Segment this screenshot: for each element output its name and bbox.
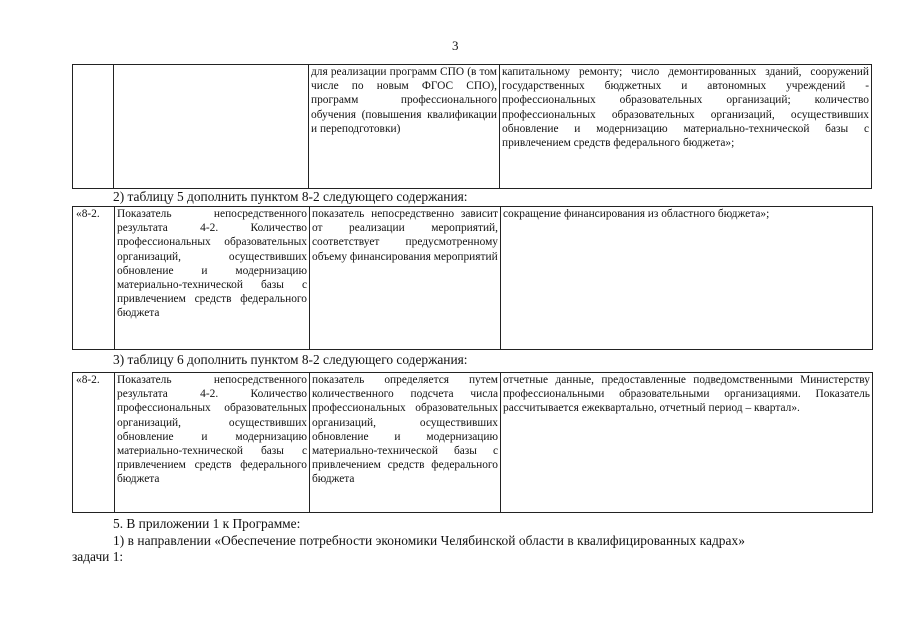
- table-cell-indicator: [114, 65, 309, 189]
- row-number: «8-2.: [73, 207, 115, 350]
- table-top-continuation: [72, 64, 872, 189]
- paragraph-appendix: 5. В приложении 1 к Программе:: [113, 516, 301, 531]
- table-6-row: [72, 372, 873, 513]
- table-5-row: [72, 206, 873, 350]
- indicator-method: показатель непосредственно зависит от реализации мероприятий, соответствует предусмотренному объему финансирования мероприятий: [310, 207, 501, 350]
- indicator-source: отчетные данные, предоставленные подведомственными Министерству профессиональными образовательными организациями. Показатель рассчитывается ежеквартально, отчетный период – квартал».: [501, 373, 873, 513]
- table-row: [73, 207, 873, 350]
- paragraph-table6: 3) таблицу 6 дополнить пунктом 8-2 следующего содержания:: [113, 352, 468, 367]
- table-cell-source: капитальному ремонту; число демонтированных зданий, сооружений государственных бюджетных и автономных учреждений - профессиональных образовательных организаций; количество профессиональных образовательных организаций, осуществивших обновление и модернизацию материально-технической базы с привлечением средств федерального бюджета»;: [500, 65, 872, 189]
- paragraph-task: задачи 1:: [72, 549, 124, 564]
- page-number: 3: [452, 38, 459, 53]
- row-number: «8-2.: [73, 373, 115, 513]
- table-row: [73, 65, 872, 189]
- paragraph-direction: 1) в направлении «Обеспечение потребности экономики Челябинской области в квалифицированных кадрах»: [113, 533, 746, 548]
- indicator-name: Показатель непосредственного результата 4-2. Количество профессиональных образовательных организаций, осуществивших обновление и модернизацию материально-технической базы с привлечением средств федерального бюджета: [115, 207, 310, 350]
- indicator-name: Показатель непосредственного результата 4-2. Количество профессиональных образовательных организаций, осуществивших обновление и модернизацию материально-технической базы с привлечением средств федерального бюджета: [115, 373, 310, 513]
- table-cell-num: [73, 65, 114, 189]
- paragraph-table5: 2) таблицу 5 дополнить пунктом 8-2 следующего содержания:: [113, 189, 468, 204]
- indicator-method: показатель определяется путем количественного подсчета числа профессиональных образовательных организаций, осуществивших обновление и модернизацию материально-технической базы с привлечением средств федерального бюджета: [310, 373, 501, 513]
- table-cell-method: для реализации программ СПО (в том числе по новым ФГОС СПО), программ профессионального обучения (повышения квалификации и переподготовки): [309, 65, 500, 189]
- indicator-factors: сокращение финансирования из областного бюджета»;: [501, 207, 873, 350]
- table-row: [73, 373, 873, 513]
